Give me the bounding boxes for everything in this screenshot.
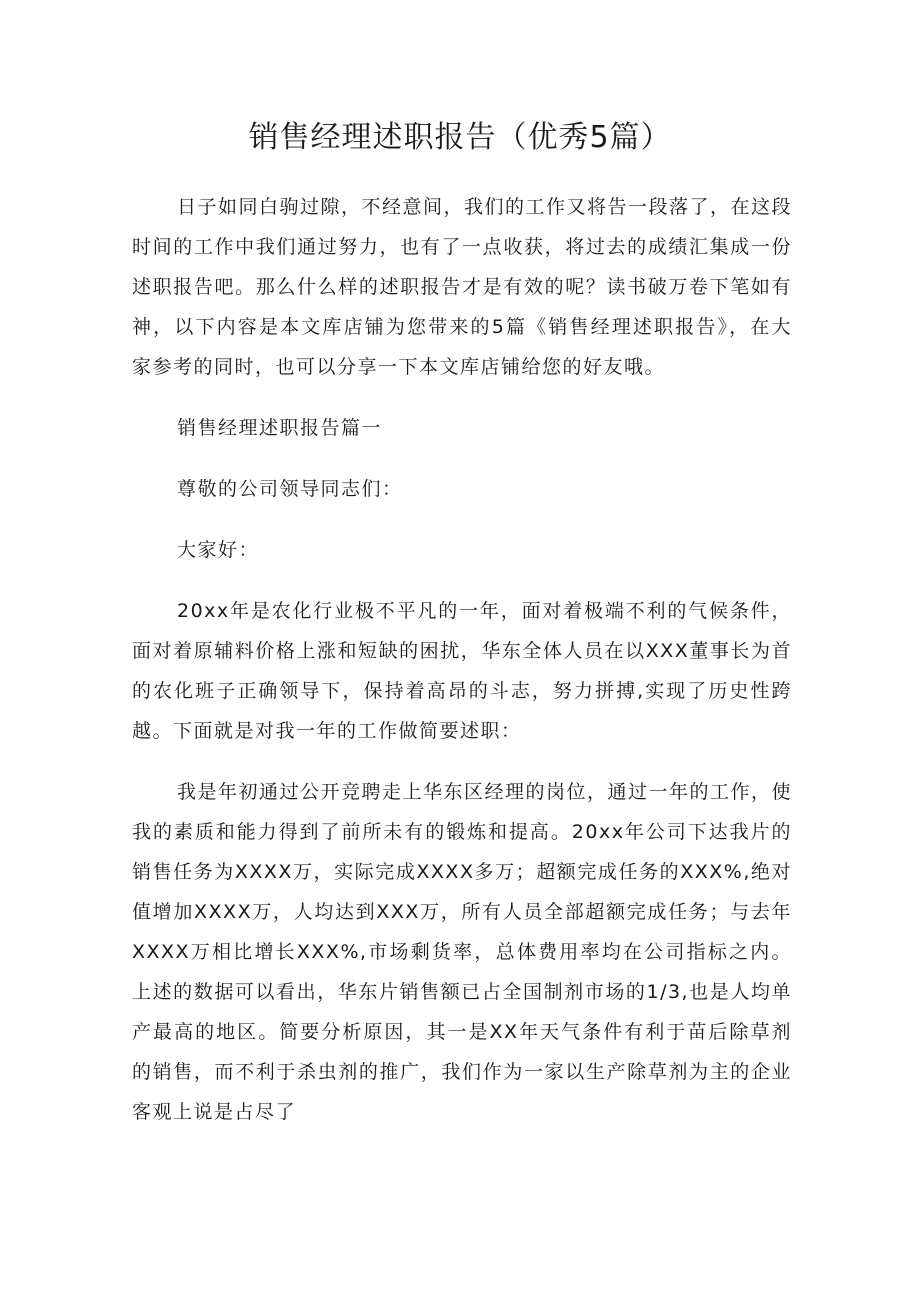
body-paragraph-1: 20xx年是农化行业极不平凡的一年，面对着极端不利的气候条件，面对着原辅料价格上涨和短缺的困扰，华东全体人员在以XXX董事长为首的农化班子正确领导下，保持着高昂的斗志，努力拼搏,实现了历史性跨越。下面就是对我一年的工作做简要述职： [132, 600, 792, 742]
greeting: 大家好： [177, 539, 260, 561]
document-body [132, 187, 792, 1132]
section-heading: 销售经理述职报告篇一 [177, 417, 383, 439]
body-paragraph-2: 我是年初通过公开竞聘走上华东区经理的岗位，通过一年的工作，使我的素质和能力得到了前所未有的锻炼和提高。20xx年公司下达我片的销售任务为XXXX万，实际完成XXXX多万；超额完成任务的XXX%,绝对值增加XXXX万，人均达到XXX万，所有人员全部超额完成任务；与去年XXXX万相比增长XXX%,市场剩货率，总体费用率均在公司指标之内。上述的数据可以看出，华东片销售额已占全国制剂市场的1/3,也是人均单产最高的地区。简要分析原因，其一是XX年天气条件有利于苗后除草剂的销售，而不利于杀虫剂的推广，我们作为一家以生产除草剂为主的企业客观上说是占尽了 [132, 781, 793, 1123]
document-title: 销售经理述职报告（优秀5篇） [248, 120, 672, 155]
salutation: 尊敬的公司领导同志们： [177, 478, 403, 500]
intro-paragraph: 日子如同白驹过隙，不经意间，我们的工作又将告一段落了，在这段时间的工作中我们通过努力，也有了一点收获，将过去的成绩汇集成一份述职报告吧。那么什么样的述职报告才是有效的呢？读书破万卷下笔如有神，以下内容是本文库店铺为您带来的5篇《销售经理述职报告》，在大家参考的同时，也可以分享一下本文库店铺给您的好友哦。 [132, 196, 793, 378]
